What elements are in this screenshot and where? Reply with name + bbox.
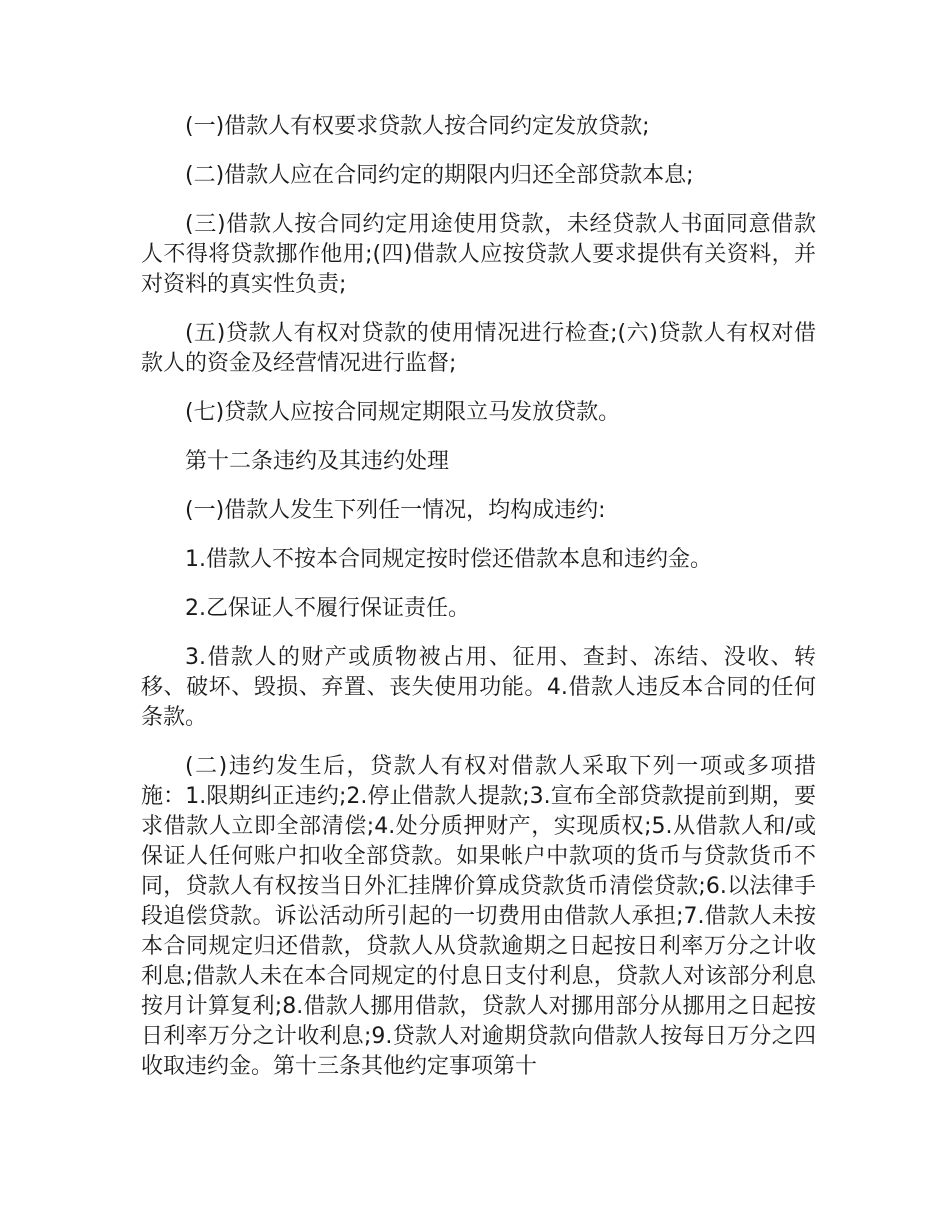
- paragraph-borrower-repay-obligation: (二)借款人应在合同约定的期限内归还全部贷款本息;: [185, 163, 694, 188]
- paragraph-loan-usage-and-materials: (三)借款人按合同约定用途使用贷款，未经贷款人书面同意借款人不得将贷款挪作他用;(四)借款人应按贷款人要求提供有关资料，并对资料的真实性负责;: [141, 212, 816, 297]
- document-body: [141, 112, 816, 1101]
- list-item-default-1: 1.借款人不按本合同规定按时偿还借款本息和违约金。: [185, 547, 712, 572]
- paragraph-lender-supervision: (五)贷款人有权对贷款的使用情况进行检查;(六)贷款人有权对借款人的资金及经营情况进行监督;: [141, 321, 816, 376]
- paragraph-borrower-right-loan-release: (一)借款人有权要求贷款人按合同约定发放贷款;: [185, 114, 650, 139]
- list-item-default-3-4: 3.借款人的财产或质物被占用、征用、查封、冻结、没收、转移、破坏、毁损、弃置、丧失使用功能。4.借款人违反本合同的任何条款。: [141, 645, 816, 730]
- paragraph-lender-release-duty: (七)贷款人应按合同规定期限立马发放贷款。: [185, 400, 621, 425]
- section-heading-article-12: 第十二条违约及其违约处理: [185, 449, 450, 474]
- paragraph-default-conditions-intro: (一)借款人发生下列任一情况，均构成违约:: [185, 498, 606, 523]
- list-item-default-2: 2.乙保证人不履行保证责任。: [185, 596, 470, 621]
- paragraph-default-remedies: (二)违约发生后，贷款人有权对借款人采取下列一项或多项措施：1.限期纠正违约;2.停止借款人提款;3.宣布全部贷款提前到期，要求借款人立即全部清偿;4.处分质押财产，实现质权;5.从借款人和/或保证人任何账户扣收全部贷款。如果帐户中款项的货币与贷款货币不同，贷款人有权按当日外汇挂牌价算成贷款货币清偿贷款;6.以法律手段追偿贷款。诉讼活动所引起的一切费用由借款人承担;7.借款人未按本合同规定归还借款，贷款人从贷款逾期之日起按日利率万分之计收利息;借款人未在本合同规定的付息日支付利息，贷款人对该部分利息按月计算复利;8.借款人挪用借款，贷款人对挪用部分从挪用之日起按日利率万分之计收利息;9.贷款人对逾期贷款向借款人按每日万分之四收取违约金。第十三条其他约定事项第十: [141, 754, 816, 1079]
